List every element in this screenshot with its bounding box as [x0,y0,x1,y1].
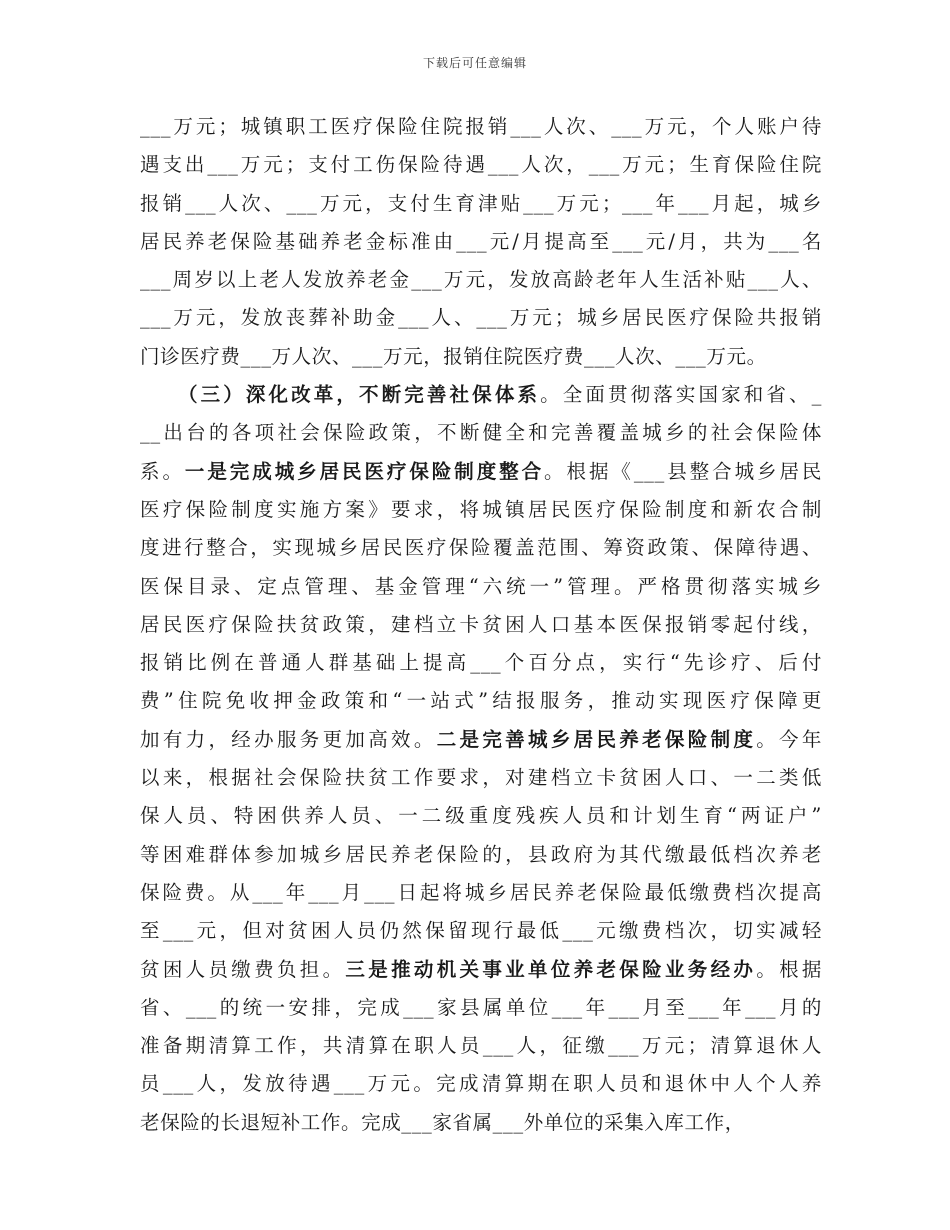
text-line [140,1065,822,1103]
body-text: 。全面贯彻落实国家和省、_ [540,383,822,407]
text-line [140,951,822,989]
document-body [140,108,822,1142]
page-header: 下载后可任意编辑 [422,56,527,70]
body-text: ___万元，发放丧葬补助金___人、___万元；城乡居民医疗保险共报销 [140,306,822,330]
body-text: 遇支出___万元；支付工伤保险待遇___人次，___万元；生育保险住院 [140,153,822,177]
bold-heading-text: （三）深化改革，不断完善社保体系 [178,383,541,407]
body-text: 。根据《___县整合城乡居民 [544,459,823,483]
body-text: 准备期清算工作，共清算在职人员___人，征缴___万元；清算退休人 [140,1034,822,1058]
body-text: 保人员、特困供养人员、一二级重度残疾人员和计划生育“两证户” [140,804,822,828]
body-text: __出台的各项社会保险政策，不断健全和完善覆盖城乡的社会保险体 [140,421,822,445]
text-line [140,836,822,874]
text-line [140,989,822,1027]
text-line [140,797,822,835]
text-line [140,414,822,452]
body-text: 。根据 [756,957,822,981]
body-text: 。今年 [756,727,822,751]
text-line [140,568,822,606]
text-line [140,759,822,797]
body-text: 保险费。从___年___月___日起将城乡居民养老保险最低缴费档次提高 [140,880,822,904]
body-text: 至___元，但对贫困人员仍然保留现行最低___元缴费档次，切实减轻 [140,919,822,943]
body-text: 报销比例在普通人群基础上提高___个百分点，实行“先诊疗、后付 [140,651,822,675]
text-line [140,376,822,414]
body-text: 员___人，发放待遇___万元。完成清算期在职人员和退休中人个人养 [140,1072,822,1096]
bold-heading-text: 一是完成城乡居民医疗保险制度整合 [184,459,545,483]
text-line [140,491,822,529]
text-line [140,223,822,261]
body-text: 费”住院免收押金政策和“一站式”结报服务，推动实现医疗保障更 [140,689,822,713]
text-line [140,261,822,299]
body-text: ___周岁以上老人发放养老金___万元，发放高龄老年人生活补贴___人、 [140,268,822,292]
text-line [140,606,822,644]
body-text: 居民医疗保险扶贫政策，建档立卡贫困人口基本医保报销零起付线， [140,612,822,636]
bold-heading-text: 二是完善城乡居民养老保险制度 [436,727,757,751]
text-line [140,453,822,491]
body-text: 报销___人次、___万元，支付生育津贴___万元；___年___月起，城乡 [140,191,822,215]
text-line [140,644,822,682]
text-line [140,185,822,223]
bold-heading-text: 三是推动机关事业单位养老保险业务经办 [345,957,757,981]
body-text: 医疗保险制度实施方案》要求，将城镇居民医疗保险制度和新农合制 [140,497,822,521]
text-line [140,682,822,720]
text-line [140,529,822,567]
text-line [140,146,822,184]
text-line [140,299,822,337]
text-line [140,874,822,912]
text-line [140,108,822,146]
body-text: 老保险的长退短补工作。完成___家省属___外单位的采集入库工作， [140,1110,745,1134]
body-text: 以来，根据社会保险扶贫工作要求，对建档立卡贫困人口、一二类低 [140,766,822,790]
text-line [140,912,822,950]
body-text: 贫困人员缴费负担。 [140,957,346,981]
body-text: 居民养老保险基础养老金标准由___元/月提高至___元/月，共为___名 [140,229,822,253]
body-text: 省、___的统一安排，完成___家县属单位___年___月至___年___月的 [140,995,822,1019]
text-line [140,1027,822,1065]
text-line [140,721,822,759]
body-text: ___万元；城镇职工医疗保险住院报销___人次、___万元，个人账户待 [140,115,822,138]
text-line [140,338,822,376]
body-text: 系。 [140,459,185,483]
text-line [140,1104,822,1142]
body-text: 度进行整合，实现城乡居民医疗保险覆盖范围、筹资政策、保障待遇、 [140,536,822,560]
body-text: 门诊医疗费___万人次、___万元，报销住院医疗费___人次、___万元。 [140,344,767,368]
body-text: 医保目录、定点管理、基金管理“六统一”管理。严格贯彻落实城乡 [140,574,822,598]
body-text: 等困难群体参加城乡居民养老保险的，县政府为其代缴最低档次养老 [140,842,822,866]
body-text: 加有力，经办服务更加高效。 [140,727,437,751]
